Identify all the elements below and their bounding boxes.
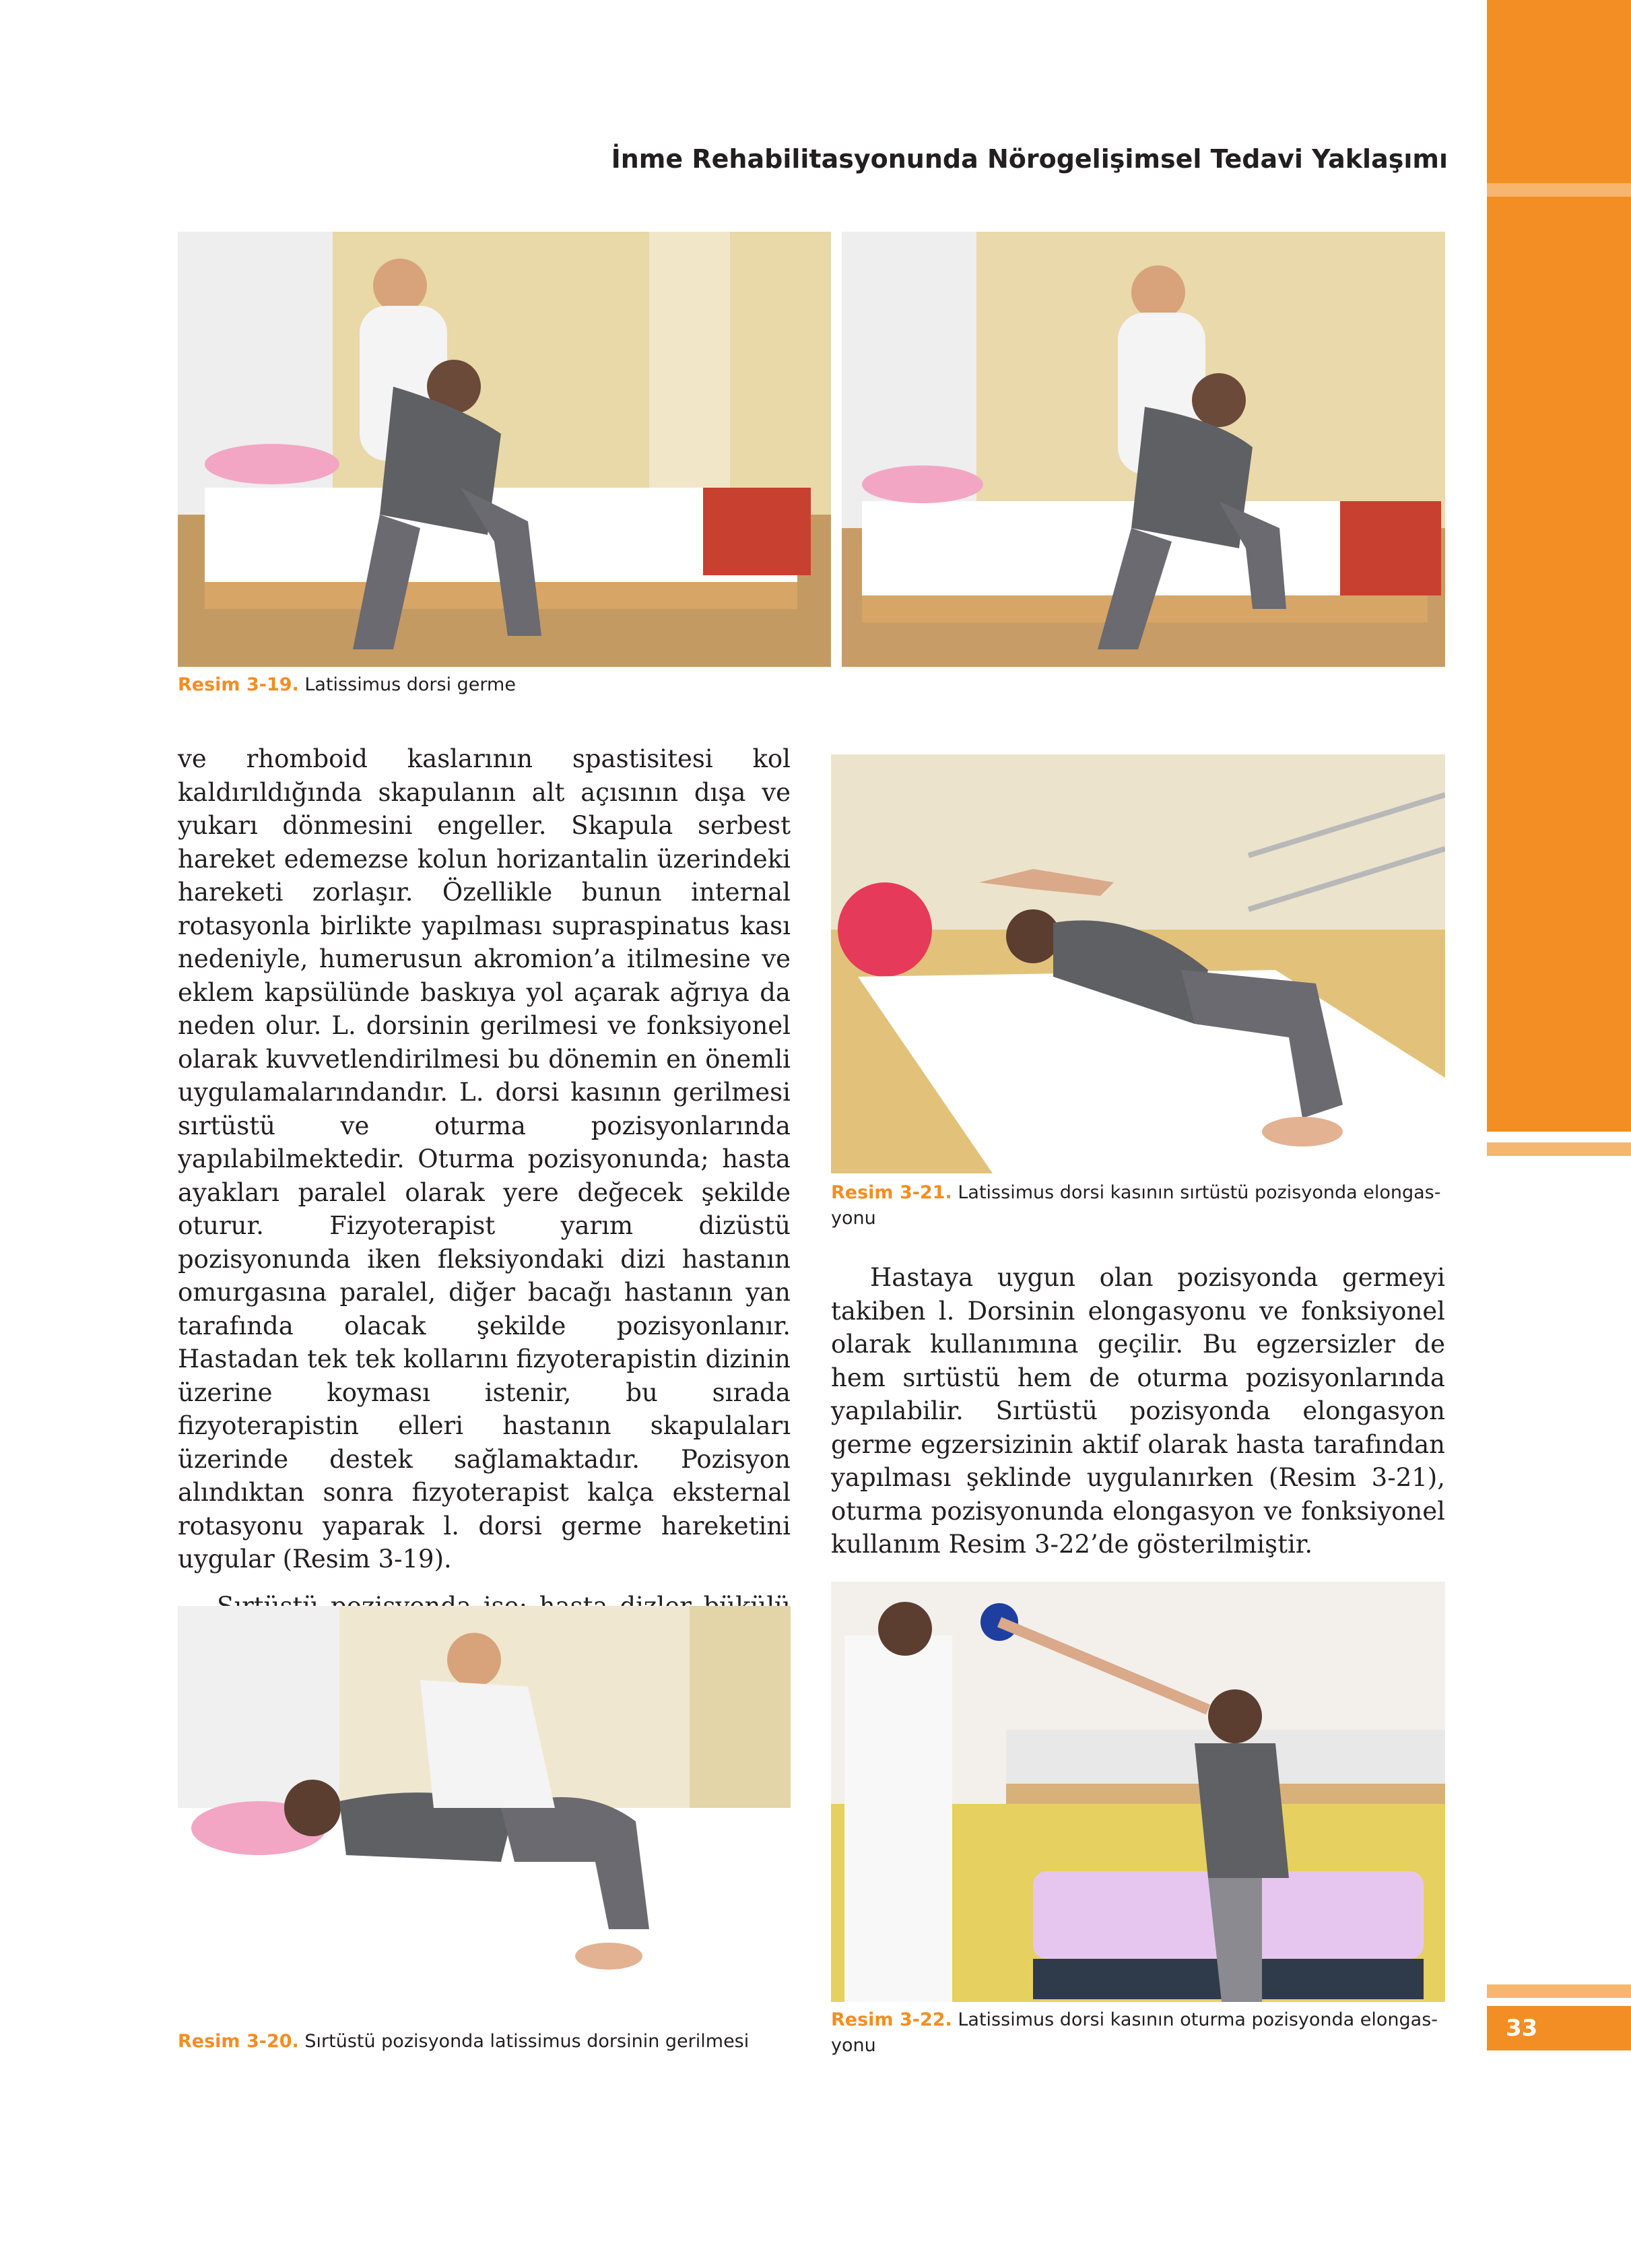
- caption-fig-3-21: [831, 1180, 1445, 1231]
- caption-fig-3-20: [178, 2029, 791, 2054]
- caption-text: Latissimus dorsi kasının oturma pozisyonda elongas-yonu: [831, 2009, 1438, 2056]
- side-divider: [1487, 183, 1631, 197]
- running-header: İnme Rehabilitasyonunda Nörogelişimsel Tedavi Yaklaşımı: [611, 144, 1448, 174]
- photo-latissimus-stretch-1: [178, 232, 831, 667]
- side-divider: [1487, 1984, 1631, 1998]
- caption-label: Resim 3-19.: [178, 674, 299, 695]
- side-divider: [1487, 1142, 1631, 1156]
- caption-fig-3-19: [178, 672, 784, 698]
- caption-text: Sırtüstü pozisyonda latissimus dorsinin gerilmesi: [298, 2031, 750, 2052]
- photo-supine-stretch: [178, 1606, 791, 2025]
- paragraph: Hastaya uygun olan pozisyonda germeyi takiben l. Dorsinin elongasyonu ve fonksiyonel olarak kullanımına geçilir. Bu egzersizler de hem sırtüstü hem de oturma pozisyonlarında yapılabilir. Sırtüstü pozisyonda elongasyon germe egzersizinin aktif olarak hasta tarafından yapılması şeklinde uygulanırken (Resim 3-21), oturma pozisyonunda elongasyon ve fonksiyonel kullanım Resim 3-22’de gösterilmiştir.: [831, 1263, 1445, 1559]
- page-number: 33: [1487, 2006, 1631, 2050]
- caption-text: Latissimus dorsi kasının sırtüstü pozisyonda elongas-yonu: [831, 1182, 1441, 1229]
- right-column-text: [831, 1261, 1445, 1561]
- caption-text: Latissimus dorsi germe: [298, 674, 516, 695]
- side-color-tab: [1487, 0, 1631, 1132]
- photo-supine-elongation: [831, 754, 1445, 1173]
- photo-latissimus-stretch-2: [842, 232, 1445, 667]
- photo-sitting-elongation: [831, 1582, 1445, 2002]
- caption-label: Resim 3-21.: [831, 1182, 952, 1203]
- left-column-text: [178, 742, 791, 1723]
- caption-label: Resim 3-20.: [178, 2031, 299, 2052]
- caption-fig-3-22: [831, 2007, 1445, 2059]
- caption-label: Resim 3-22.: [831, 2009, 952, 2030]
- paragraph: ve rhomboid kaslarının spastisitesi kol kaldırıldığında skapulanın alt açısının dışa ve yukarı dönmesini engeller. Skapula serbest hareket edemezse kolun horizantalin üzerindeki hareketi zorlaşır. Özellikle bunun internal rotasyonla birlikte yapılması supraspinatus kası nedeniyle, humerusun akromion’a itilmesine ve eklem kapsülünde baskıya yol açarak ağrıya da neden olur. L. dorsinin gerilmesi ve fonksiyonel olarak kuvvetlendirilmesi bu dönemin en önemli uygulamalarındandır. L. dorsi kasının gerilmesi sırtüstü ve oturma pozisyonlarında yapılabilmektedir. Oturma pozisyonunda; hasta ayakları paralel olarak yere değecek şekilde oturur. Fizyoterapist yarım dizüstü pozisyonunda iken fleksiyondaki dizi hastanın omurgasına paralel, diğer bacağı hastanın yan tarafında olacak şekilde pozisyonlanır. Hastadan tek tek kollarını fizyoterapistin dizinin üzerine koyması istenir, bu sırada fizyoterapistin elleri hastanın skapulaları üzerinde destek sağlamaktadır. Pozisyon alındıktan sonra fizyoterapist kalça eksternal rotasyonu yaparak l. dorsi germe hareketini uygular (Resim 3-19).: [178, 744, 791, 1574]
